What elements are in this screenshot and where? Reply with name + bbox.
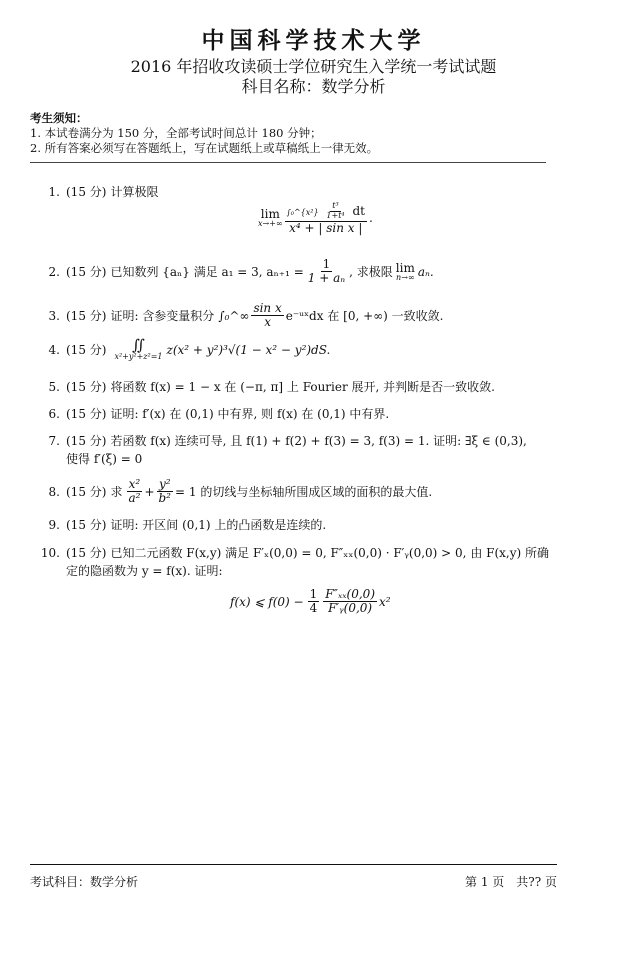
q1-fraction <box>285 202 367 235</box>
q10-fraction-quarter <box>308 588 320 615</box>
limit-operator: lim <box>260 207 280 222</box>
q1-numerator <box>285 202 367 222</box>
numerator: 1 <box>309 587 318 601</box>
question-points: (15 分) <box>66 518 107 532</box>
differential: dt <box>352 203 365 218</box>
question-points: (15 分) <box>66 380 107 394</box>
question-points: (15 分) <box>66 484 107 499</box>
q10-formula <box>230 588 391 615</box>
notice-item: 1. 本试卷满分为 150 分，全部考试时间总计 180 分钟； <box>30 126 322 140</box>
limit-subscript: x→+∞ <box>258 219 283 229</box>
q1-formula <box>258 202 373 235</box>
question-text: e⁻ᵘˣdx 在 [0, +∞) 一致收敛. <box>285 308 444 323</box>
denominator: 4 <box>309 601 318 616</box>
question-number: 3. <box>48 308 60 323</box>
inner-numerator: t³ <box>332 201 339 210</box>
question-text: 证明: 开区间 (0,1) 上的凸函数是连续的. <box>110 518 327 532</box>
subject-title: 科目名称：数学分析 <box>241 77 386 96</box>
question-points: (15 分) <box>66 546 107 560</box>
period: . <box>368 211 373 226</box>
plus-sign: + <box>144 484 155 499</box>
footer-page-number: 第 1 页 共?? 页 <box>465 875 557 889</box>
question-7 <box>34 432 594 450</box>
question-points: (15 分) <box>66 407 107 421</box>
q8-fraction-x <box>126 478 142 505</box>
numerator: sin x <box>253 301 282 315</box>
question-points: (15 分) <box>66 185 107 199</box>
numerator: x² <box>128 477 141 491</box>
q1-inner-fraction <box>324 202 346 221</box>
question-number: 4. <box>48 342 60 357</box>
denominator: 1 + aₙ <box>307 271 346 286</box>
integral-sign: ∫₀^∞ <box>218 308 250 323</box>
limit-subscript: n→∞ <box>396 272 415 282</box>
q1-denominator: x⁴ + | sin x | <box>289 220 363 235</box>
question-number: 8. <box>48 484 60 499</box>
question-number: 10. <box>40 546 60 560</box>
question-number: 9. <box>48 518 60 532</box>
question-points: (15 分) <box>66 308 107 323</box>
question-text: 若函数 f(x) 连续可导, 且 f(1) + f(2) + f(3) = 3, f(3) = 1. 证明: ∃ξ ∈ (0,3), <box>110 434 527 448</box>
question-4 <box>34 338 594 361</box>
question-text: 将函数 f(x) = 1 − x 在 (−π, π] 上 Fourier 展开, 并判断是否一致收敛. <box>110 380 495 394</box>
university-name: 中国科学技术大学 <box>201 27 426 54</box>
question-5 <box>34 378 594 396</box>
exam-title: 2016 年招收攻读硕士学位研究生入学统一考试试题 <box>130 57 497 76</box>
numerator: y² <box>158 477 171 491</box>
integral-domain: x²+y²+z²=1 <box>114 352 163 361</box>
double-integral-sign: ∬ <box>132 336 145 354</box>
limit-operator: lim <box>395 260 415 275</box>
question-text: aₙ. <box>417 264 434 279</box>
question-3 <box>34 302 594 329</box>
numerator: F″ₓₓ(0,0) <box>325 587 375 601</box>
denominator: a² <box>128 491 141 506</box>
question-2 <box>34 258 594 285</box>
question-text: 证明: f′(x) 在 (0,1) 中有界, 则 f(x) 在 (0,1) 中有界. <box>110 407 390 421</box>
q3-fraction <box>251 302 283 329</box>
question-text: 求 <box>110 484 123 499</box>
notice-heading: 考生须知： <box>30 111 88 125</box>
footer-divider <box>30 864 557 865</box>
question-text: 证明: 含参变量积分 <box>110 308 215 323</box>
denominator: b² <box>158 491 171 506</box>
question-6 <box>34 405 594 423</box>
question-number: 7. <box>48 434 60 448</box>
denominator: F′ᵧ(0,0) <box>328 601 373 616</box>
question-text: 已知二元函数 F(x,y) 满足 F′ₓ(0,0) = 0, F″ₓₓ(0,0) · F′ᵧ(0,0) > 0, 由 F(x,y) 所确 <box>110 546 549 560</box>
footer-subject: 考试科目：数学分析 <box>30 875 139 889</box>
question-9 <box>34 516 594 534</box>
question-7-continued: 使得 f′(ξ) = 0 <box>66 452 143 466</box>
q10-fraction-derivatives <box>323 588 377 615</box>
inner-denominator: 1+t⁴ <box>326 210 345 220</box>
q4-surface-integral <box>114 338 162 361</box>
question-points: (15 分) <box>66 434 107 448</box>
question-number: 1. <box>48 185 60 199</box>
q2-limit <box>396 262 415 282</box>
question-text: = 1 的切线与坐标轴所围成区域的面积的最大值. <box>175 484 433 499</box>
q8-fraction-y <box>157 478 174 505</box>
numerator: 1 <box>322 257 331 271</box>
question-10-continued: 定的隐函数为 y = f(x). 证明: <box>66 564 223 578</box>
denominator: x <box>264 315 271 330</box>
question-1 <box>34 183 594 201</box>
question-number: 6. <box>48 407 60 421</box>
integral-sign: ∫₀^{x²} <box>286 207 319 217</box>
q1-limit <box>258 208 283 228</box>
question-number: 2. <box>48 264 60 279</box>
question-points: (15 分) <box>66 342 107 357</box>
q2-fraction <box>306 258 347 285</box>
question-points: (15 分) <box>66 264 107 279</box>
question-text: , 求极限 <box>349 264 393 279</box>
question-text: 计算极限 <box>110 185 159 199</box>
question-text: z(x² + y²)³√(1 − x² − y²)dS. <box>166 342 331 357</box>
question-10 <box>34 544 594 562</box>
formula-rhs: x² <box>379 594 391 609</box>
question-text: 已知数列 {aₙ} 满足 a₁ = 3, aₙ₊₁ = <box>110 264 304 279</box>
header-divider <box>30 162 546 163</box>
formula-lhs: f(x) ⩽ f(0) − <box>230 594 304 609</box>
notice-item: 2. 所有答案必须写在答题纸上，写在试题纸上或草稿纸上一律无效。 <box>30 141 379 155</box>
question-number: 5. <box>48 380 60 394</box>
question-8 <box>34 478 594 505</box>
